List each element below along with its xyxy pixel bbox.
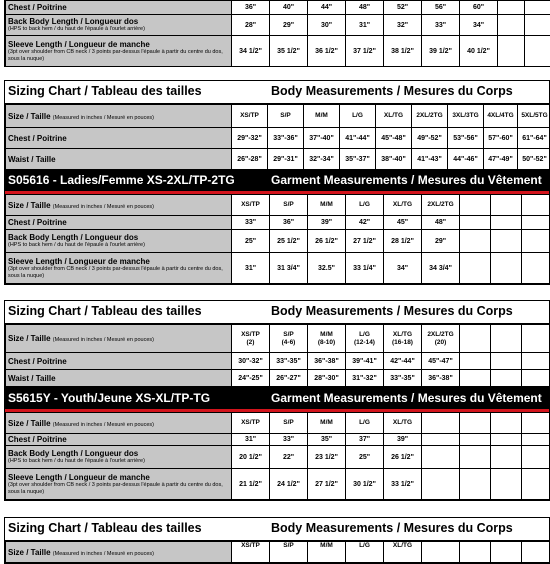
cell: 22"	[270, 446, 308, 469]
empty-cell	[522, 195, 550, 216]
cell: 34 3/4"	[422, 253, 460, 284]
size-header: XL/TG	[384, 542, 422, 563]
section-title-bar	[5, 81, 549, 104]
size-header: XL/TG	[384, 413, 422, 434]
empty-cell	[422, 446, 460, 469]
section-subtitle: Body Measurements / Mesures du Corps	[271, 304, 513, 318]
cell: 26"-28"	[232, 149, 268, 170]
size-name: XL/TG	[393, 331, 412, 338]
cell: 35"	[308, 434, 346, 446]
empty-cell	[522, 353, 550, 370]
cell: 41"-44"	[340, 128, 376, 149]
cell: 30"	[308, 15, 346, 36]
section-title: S5615Y - Youth/Jeune XS-XL/TP-TG	[8, 391, 210, 405]
body-measurements-youth	[4, 517, 550, 564]
cell: 34"	[460, 15, 498, 36]
cell: 20 1/2"	[232, 446, 270, 469]
cell: 42"	[346, 216, 384, 230]
row-label	[6, 253, 232, 284]
size-header	[422, 325, 460, 353]
row-note: (3pt over shoulder from CB neck / 3 points par-dessus l'épaule à partir du centre du dos, sous la nuque)	[8, 49, 231, 63]
size-header: M/M	[308, 542, 346, 563]
cell: 53"-56"	[448, 128, 484, 149]
size-header-label	[6, 105, 232, 128]
cell: 27 1/2"	[346, 230, 384, 253]
row-label-text: Sleeve Length / Longueur de manche	[8, 473, 150, 482]
size-name: XS/TP	[241, 331, 260, 338]
cell: 32"-34"	[304, 149, 340, 170]
size-header	[232, 325, 270, 353]
cell: 39"	[308, 216, 346, 230]
size-header: L/G	[346, 542, 384, 563]
cell: 29"	[270, 15, 308, 36]
size-header-label	[6, 542, 232, 563]
body-measurements-men	[4, 80, 550, 171]
cell: 52"	[384, 1, 422, 15]
cell: 35 1/2"	[270, 36, 308, 67]
size-range: (20)	[435, 339, 447, 346]
size-name: M/M	[320, 331, 333, 338]
cell: 29"-32"	[232, 128, 268, 149]
body-measurements-ladies	[4, 300, 550, 388]
empty-cell	[460, 353, 491, 370]
size-header: XL/TG	[384, 195, 422, 216]
empty-cell	[522, 325, 550, 353]
size-header-label	[6, 325, 232, 353]
empty-cell	[422, 434, 460, 446]
empty-cell	[522, 434, 550, 446]
section-title: Sizing Chart / Tableau des tailles	[8, 521, 202, 535]
cell: 31"	[232, 253, 270, 284]
empty-cell	[460, 370, 491, 387]
empty-cell	[460, 325, 491, 353]
size-header: L/G	[346, 413, 384, 434]
row-label: Chest / Poitrine	[6, 216, 232, 230]
cell: 37"	[346, 434, 384, 446]
cell: 45"-47"	[422, 353, 460, 370]
empty-cell	[460, 434, 491, 446]
cell: 33"	[270, 434, 308, 446]
section-subtitle: Garment Measurements / Mesures du Vêtement	[271, 173, 542, 187]
cell: 48"	[422, 216, 460, 230]
row-label: Chest / Poitrine	[6, 353, 232, 370]
cell: 57"-60"	[484, 128, 518, 149]
cell: 45"	[384, 216, 422, 230]
cell: 44"-46"	[448, 149, 484, 170]
cell: 33"-35"	[384, 370, 422, 387]
row-label-text: Back Body Length / Longueur dos	[8, 449, 138, 458]
size-label: Size / Taille	[8, 334, 51, 343]
row-note: (3pt over shoulder from CB neck / 3 points par-dessus l'épaule à partir du centre du dos, sous la nuque)	[8, 266, 231, 280]
cell: 32.5"	[308, 253, 346, 284]
empty-cell	[491, 469, 522, 500]
cell: 44"	[308, 1, 346, 15]
empty-cell	[460, 230, 491, 253]
cell: 37 1/2"	[346, 36, 384, 67]
section-title: Sizing Chart / Tableau des tailles	[8, 84, 202, 98]
cell: 31"	[232, 434, 270, 446]
body-table-youth	[5, 541, 550, 563]
empty-cell	[491, 230, 522, 253]
cell: 36 1/2"	[308, 36, 346, 67]
cell: 36"-38"	[308, 353, 346, 370]
size-label: Size / Taille	[8, 419, 51, 428]
size-header: XL/TG	[376, 105, 412, 128]
cell: 60"	[460, 1, 498, 15]
cell: 33 1/4"	[346, 253, 384, 284]
section-subtitle: Body Measurements / Mesures du Corps	[271, 84, 513, 98]
row-label-text: Sleeve Length / Longueur de manche	[8, 257, 150, 266]
size-header: L/G	[346, 195, 384, 216]
body-table-ladies	[5, 324, 550, 387]
cell: 31 3/4"	[270, 253, 308, 284]
section-title-bar	[5, 518, 549, 541]
cell: 38 1/2"	[384, 36, 422, 67]
cell: 37"-40"	[304, 128, 340, 149]
cell: 33"-35"	[270, 353, 308, 370]
size-note: (Measured in inches / Mesuré en pouces)	[53, 204, 154, 210]
size-header	[346, 325, 384, 353]
cell: 39"	[384, 434, 422, 446]
cell: 33"	[422, 15, 460, 36]
cell: 26 1/2"	[308, 230, 346, 253]
size-header: XS/TP	[232, 542, 270, 563]
size-range: (12-14)	[354, 339, 375, 346]
size-header: XS/TP	[232, 105, 268, 128]
garment-table-ladies	[5, 194, 550, 284]
size-range: (4-6)	[282, 339, 296, 346]
section-title-bar	[5, 171, 549, 194]
section-title-bar	[5, 301, 549, 324]
size-header-label	[6, 413, 232, 434]
size-note: (Measured in inches / Mesuré en pouces)	[53, 337, 154, 343]
size-header: S/P	[270, 413, 308, 434]
empty-cell	[491, 434, 522, 446]
cell: 36"	[232, 1, 270, 15]
empty-cell	[491, 195, 522, 216]
row-label: Chest / Poitrine	[6, 434, 232, 446]
empty-cell	[491, 413, 522, 434]
row-label: Chest / Poitrine	[6, 1, 232, 15]
row-label: Waist / Taille	[6, 149, 232, 170]
empty-cell	[522, 469, 550, 500]
size-header: M/M	[308, 195, 346, 216]
size-range: (2)	[247, 339, 255, 346]
cell: 21 1/2"	[232, 469, 270, 500]
cell: 33"-36"	[268, 128, 304, 149]
cell: 29"-31"	[268, 149, 304, 170]
row-label: Chest / Poitrine	[6, 128, 232, 149]
row-label	[6, 36, 232, 67]
cell: 35"-37"	[340, 149, 376, 170]
row-label	[6, 469, 232, 500]
size-header: M/M	[304, 105, 340, 128]
body-table-men	[5, 104, 550, 170]
size-range: (16-18)	[392, 339, 413, 346]
size-label: Size / Taille	[8, 548, 51, 557]
garment-table-men-continued	[4, 0, 550, 67]
empty-cell	[460, 195, 491, 216]
cell: 26 1/2"	[384, 446, 422, 469]
size-header	[270, 325, 308, 353]
row-label: Waist / Taille	[6, 370, 232, 387]
cell: 24"-25"	[232, 370, 270, 387]
size-label: Size / Taille	[8, 201, 51, 210]
cell: 45"-48"	[376, 128, 412, 149]
cell: 28"	[232, 15, 270, 36]
empty-cell	[498, 36, 525, 67]
cell: 29"	[422, 230, 460, 253]
garment-table-men	[5, 0, 550, 67]
size-name: L/G	[359, 331, 370, 338]
size-header: L/G	[340, 105, 376, 128]
row-label-text: Back Body Length / Longueur dos	[8, 17, 138, 26]
size-header: 3XL/3TG	[448, 105, 484, 128]
empty-cell	[525, 15, 550, 36]
size-header: 4XL/4TG	[484, 105, 518, 128]
cell: 31"-32"	[346, 370, 384, 387]
size-header: 5XL/5TG	[518, 105, 550, 128]
empty-cell	[525, 1, 550, 15]
empty-cell	[460, 216, 491, 230]
empty-cell	[522, 216, 550, 230]
garment-measurements-ladies	[4, 170, 550, 285]
size-header: XS/TP	[232, 195, 270, 216]
cell: 61"-64"	[518, 128, 550, 149]
cell: 36"	[270, 216, 308, 230]
size-header-label	[6, 195, 232, 216]
section-title: S05616 - Ladies/Femme XS-2XL/TP-2TG	[8, 173, 235, 187]
empty-cell	[422, 469, 460, 500]
empty-cell	[522, 370, 550, 387]
size-name: 2XL/2TG	[427, 331, 453, 338]
empty-cell	[522, 446, 550, 469]
cell: 28"-30"	[308, 370, 346, 387]
size-header: S/P	[268, 105, 304, 128]
cell: 47"-49"	[484, 149, 518, 170]
size-range: (8-10)	[318, 339, 335, 346]
empty-cell	[491, 325, 522, 353]
cell: 25"	[346, 446, 384, 469]
size-header: S/P	[270, 542, 308, 563]
cell: 30"-32"	[232, 353, 270, 370]
cell: 33"	[232, 216, 270, 230]
cell: 56"	[422, 1, 460, 15]
empty-cell	[491, 370, 522, 387]
size-header: XS/TP	[232, 413, 270, 434]
section-subtitle: Body Measurements / Mesures du Corps	[271, 521, 513, 535]
cell: 36"-38"	[422, 370, 460, 387]
cell: 40 1/2"	[460, 36, 498, 67]
empty-cell	[491, 353, 522, 370]
garment-measurements-youth	[4, 388, 550, 501]
row-label-text: Sleeve Length / Longueur de manche	[8, 40, 150, 49]
cell: 28 1/2"	[384, 230, 422, 253]
cell: 27 1/2"	[308, 469, 346, 500]
size-header	[308, 325, 346, 353]
empty-cell	[522, 413, 550, 434]
empty-cell	[460, 413, 491, 434]
row-note: (HPS to back hem / du haut de l'épaule à l'ourlet arrière)	[8, 458, 231, 465]
cell: 30 1/2"	[346, 469, 384, 500]
empty-cell	[460, 469, 491, 500]
size-name: S/P	[283, 331, 293, 338]
empty-cell	[522, 542, 550, 563]
empty-cell	[522, 253, 550, 284]
cell: 34"	[384, 253, 422, 284]
empty-cell	[491, 542, 522, 563]
cell: 25 1/2"	[270, 230, 308, 253]
empty-cell	[422, 542, 460, 563]
size-header: 2XL/2TG	[412, 105, 448, 128]
row-label	[6, 230, 232, 253]
empty-cell	[491, 253, 522, 284]
cell: 39"-41"	[346, 353, 384, 370]
empty-cell	[460, 253, 491, 284]
cell: 49"-52"	[412, 128, 448, 149]
cell: 24 1/2"	[270, 469, 308, 500]
cell: 32"	[384, 15, 422, 36]
cell: 25"	[232, 230, 270, 253]
row-label	[6, 446, 232, 469]
empty-cell	[498, 1, 525, 15]
size-header: S/P	[270, 195, 308, 216]
cell: 38"-40"	[376, 149, 412, 170]
cell: 26"-27"	[270, 370, 308, 387]
size-note: (Measured in inches / Mesuré en pouces)	[53, 115, 154, 121]
empty-cell	[522, 230, 550, 253]
empty-cell	[525, 36, 550, 67]
empty-cell	[498, 15, 525, 36]
size-header: M/M	[308, 413, 346, 434]
empty-cell	[491, 216, 522, 230]
cell: 41"-43"	[412, 149, 448, 170]
size-note: (Measured in inches / Mesuré en pouces)	[53, 422, 154, 428]
cell: 50"-52"	[518, 149, 550, 170]
cell: 34 1/2"	[232, 36, 270, 67]
cell: 42"-44"	[384, 353, 422, 370]
empty-cell	[460, 446, 491, 469]
cell: 31"	[346, 15, 384, 36]
row-label	[6, 15, 232, 36]
section-subtitle: Garment Measurements / Mesures du Vêtement	[271, 391, 542, 405]
size-note: (Measured in inches / Mesuré en pouces)	[53, 551, 154, 557]
garment-table-youth	[5, 412, 550, 500]
cell: 40"	[270, 1, 308, 15]
empty-cell	[422, 413, 460, 434]
section-title: Sizing Chart / Tableau des tailles	[8, 304, 202, 318]
cell: 48"	[346, 1, 384, 15]
row-note: (HPS to back hem / du haut de l'épaule à l'ourlet arrière)	[8, 242, 231, 249]
row-note: (HPS to back hem / du haut de l'épaule à l'ourlet arrière)	[8, 26, 231, 33]
size-header	[384, 325, 422, 353]
cell: 39 1/2"	[422, 36, 460, 67]
cell: 33 1/2"	[384, 469, 422, 500]
row-label-text: Back Body Length / Longueur dos	[8, 233, 138, 242]
row-note: (3pt over shoulder from CB neck / 3 points par-dessus l'épaule à partir du centre du dos, sous la nuque)	[8, 482, 231, 496]
cell: 23 1/2"	[308, 446, 346, 469]
size-label: Size / Taille	[8, 112, 51, 121]
section-title-bar	[5, 389, 549, 412]
empty-cell	[491, 446, 522, 469]
size-header: 2XL/2TG	[422, 195, 460, 216]
empty-cell	[460, 542, 491, 563]
